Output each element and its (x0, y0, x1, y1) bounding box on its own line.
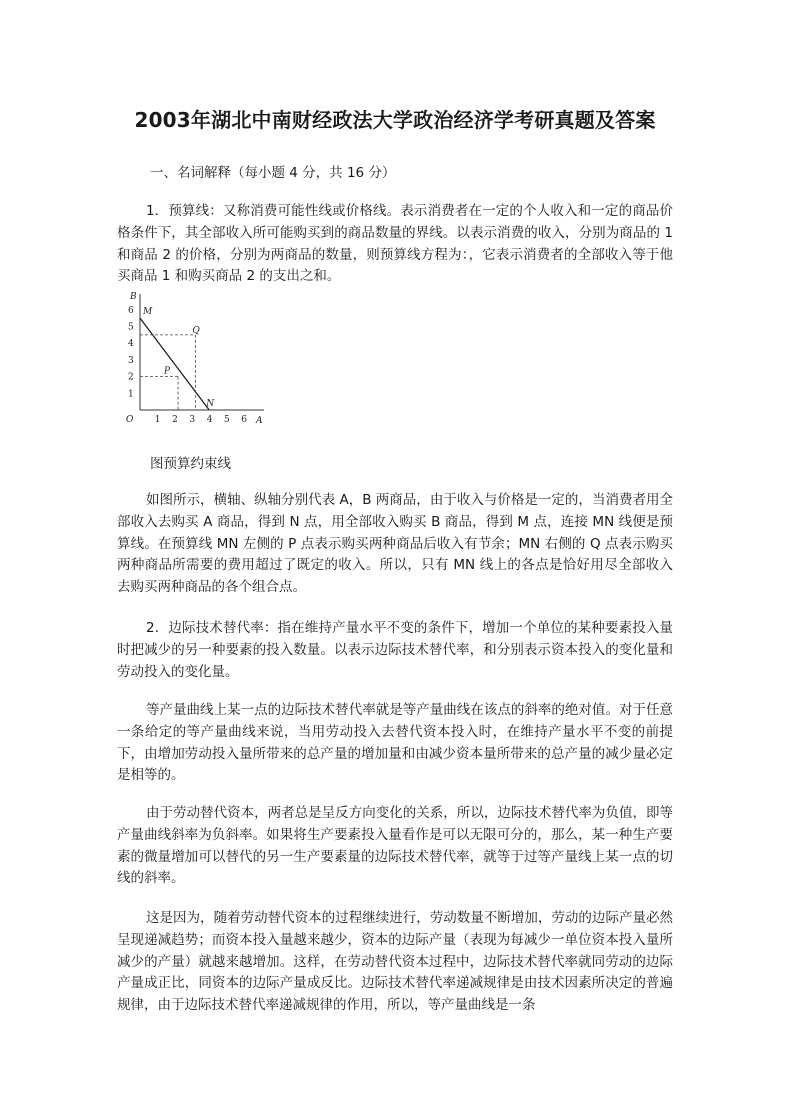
y-tick-label: 6 (128, 305, 134, 316)
section-heading: 一、名词解释（每小题 4 分，共 16 分） (150, 165, 396, 181)
figure-caption: 图预算约束线 (150, 456, 231, 472)
x-tick-label: 4 (206, 415, 213, 425)
y-tick-label: 3 (128, 355, 134, 366)
budget-line-graph (124, 288, 272, 428)
paragraph-budget-line: 1．预算线：又称消费可能性线或价格线。表示消费者在一定的个人收入和一定的商品价格条件下，其全部收入所可能购买到的商品数量的界线。以表示消费的收入，分别为商品的 1 和商品 2 的价格，分别为两商品的数量，则预算线方程为：，它表示消费者的全部收入等于他买商品 1 和购买商品 2 的支出之和。 (117, 203, 673, 285)
page-title: 2003年湖北中南财经政法大学政治经济学考研真题及答案 (134, 108, 656, 132)
point-label-n: N (206, 399, 215, 409)
x-tick-label: 6 (241, 415, 248, 425)
point-label-q: Q (192, 325, 200, 336)
paragraph-mrts-definition: 2．边际技术替代率：指在维持产量水平不变的条件下，增加一个单位的某种要素投入量时把减少的另一种要素的投入数量。以表示边际技术替代率，和分别表示资本投入的变化量和劳动投入的变化量。 (117, 620, 673, 680)
y-axis-label: B (130, 292, 137, 302)
x-tick-label: 3 (189, 415, 196, 425)
paragraph-diminishing-mrts: 这是因为，随着劳动替代资本的过程继续进行，劳动数量不断增加，劳动的边际产量必然呈现递减趋势；而资本投入量越来越少，资本的边际产量（表现为每减少一单位资本投入量所减少的产量）就越来越增加。这样，在劳动替代资本过程中，边际技术替代率就同劳动的边际产量成正比，同资本的边际产量成反比。边际技术替代率递减规律是由技术因素所决定的普遍规律，由于边际技术替代率递减规律的作用，所以，等产量曲线是一条 (117, 910, 673, 1014)
x-tick-labels (155, 415, 248, 425)
y-tick-label: 1 (128, 389, 134, 400)
point-label-m: M (143, 307, 153, 318)
budget-constraint-figure (124, 288, 272, 428)
x-tick-label: 5 (224, 415, 230, 425)
x-tick-label: 2 (172, 415, 178, 425)
point-label-p: P (164, 366, 171, 377)
paragraph-figure-explanation: 如图所示，横轴、纵轴分别代表 A，B 两商品，由于收入与价格是一定的，当消费者用全部收入去购买 A 商品，得到 N 点，用全部收入购买 B 商品，得到 M 点，连接 MN 线便是预算线。在预算线 MN 左侧的 P 点表示购买两种商品后收入有节余；MN 右侧的 Q 点表示购买两种商品所需要的费用超过了既定的收入。所以，只有 MN 线上的各点是恰好用尽全部收入去购买两种商品的各个组合点。 (117, 492, 673, 596)
origin-label: O (126, 415, 134, 425)
y-tick-labels (128, 306, 134, 400)
y-tick-label: 5 (128, 322, 134, 333)
x-tick-label: 1 (154, 415, 161, 425)
paragraph-negative-slope: 由于劳动替代资本，两者总是呈反方向变化的关系，所以，边际技术替代率为负值，即等产量曲线斜率为负斜率。如果将生产要素投入量看作是可以无限可分的，那么，某一种生产要素的微量增加可以替代的另一生产要素量的边际技术替代率，就等于过等产量线上某一点的切线的斜率。 (117, 805, 673, 887)
y-tick-label: 2 (128, 372, 134, 383)
y-tick-label: 4 (128, 339, 134, 350)
x-axis-label: A (256, 416, 263, 426)
paragraph-isoquant-slope: 等产量曲线上某一点的边际技术替代率就是等产量曲线在该点的斜率的绝对值。对于任意一条给定的等产量曲线来说，当用劳动投入去替代资本投入时，在维持产量水平不变的前提下，由增加劳动投入量所带来的总产量的增加量和由减少资本量所带来的总产量的减少量必定是相等的。 (117, 702, 673, 784)
